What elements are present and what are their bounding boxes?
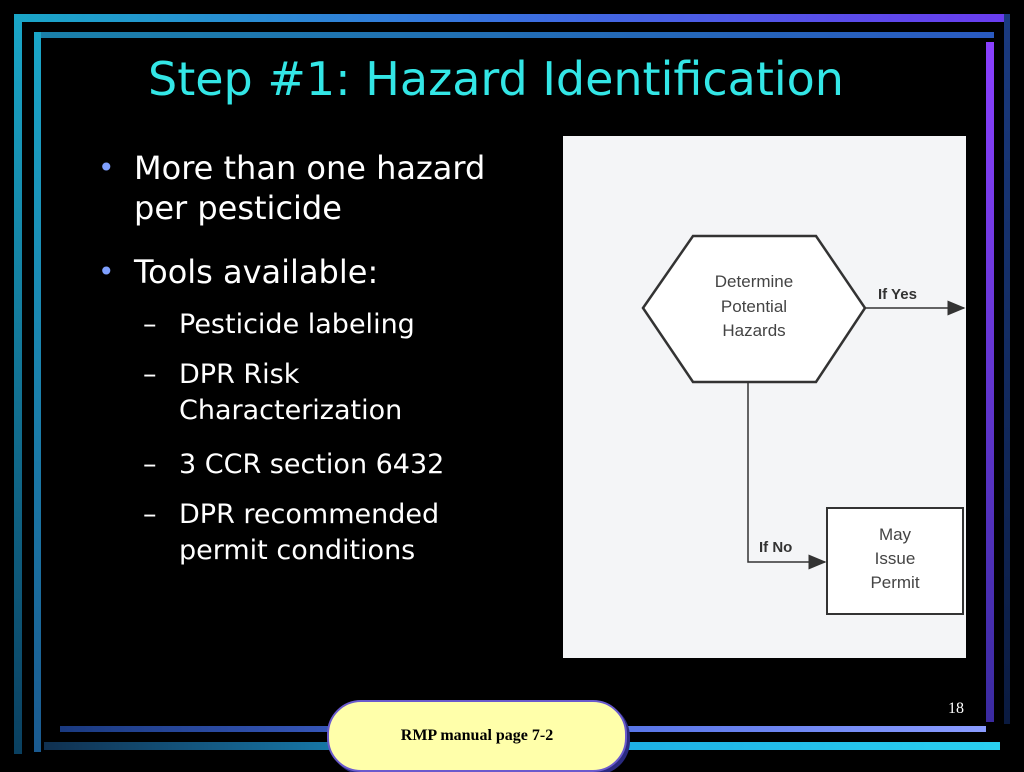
permit-box-label-line: Permit: [870, 573, 920, 592]
permit-box-label-line: Issue: [874, 549, 916, 568]
bullet-text: More than one hazard per pesticide: [134, 149, 486, 227]
frame-top-bar: [14, 14, 1010, 22]
frame-left-inner-bar: [34, 32, 41, 752]
callout-text: RMP manual page 7-2: [400, 727, 554, 744]
sub-bullet-item: [143, 497, 499, 569]
frame-left-bar: [14, 14, 22, 754]
sub-bullet-text: 3 CCR section 6432: [179, 449, 445, 480]
sub-bullet-item: [143, 447, 499, 483]
sub-bullet-dash: –: [143, 359, 157, 390]
bullet-dot: •: [98, 151, 115, 184]
hexagon-label-line: Potential: [720, 297, 788, 316]
flowchart-svg: [563, 136, 966, 658]
slide-title: Step #1: Hazard Identification: [148, 52, 844, 106]
no-arrow: [748, 382, 825, 562]
bullet-item: [98, 148, 514, 228]
bullet-item: [98, 252, 514, 292]
flowchart-figure: [563, 136, 966, 658]
hexagon-label-line: Hazards: [722, 321, 786, 340]
sub-bullet-text: Pesticide labeling: [179, 309, 415, 340]
bullet-text: Tools available:: [134, 253, 379, 291]
sub-bullet-dash: –: [143, 309, 157, 340]
bullet-dot: •: [98, 255, 115, 288]
frame-right-bar: [986, 42, 994, 722]
sub-bullet-item: [143, 357, 499, 429]
frame-top-inner-bar: [34, 32, 994, 38]
sub-bullet-item: [143, 307, 499, 343]
hexagon-label-line: Determine: [714, 272, 794, 291]
sub-bullet-dash: –: [143, 449, 157, 480]
no-label: If No: [759, 539, 793, 556]
sub-bullet-text: DPR recommended permit conditions: [179, 499, 440, 566]
sub-bullet-text: DPR Risk Characterization: [179, 359, 403, 426]
frame-right-outer-bar: [1004, 14, 1010, 724]
yes-label: If Yes: [878, 286, 917, 303]
reference-callout: [327, 700, 627, 772]
sub-bullet-dash: –: [143, 499, 157, 530]
page-number: 18: [948, 700, 964, 717]
permit-box-label-line: May: [878, 525, 912, 544]
